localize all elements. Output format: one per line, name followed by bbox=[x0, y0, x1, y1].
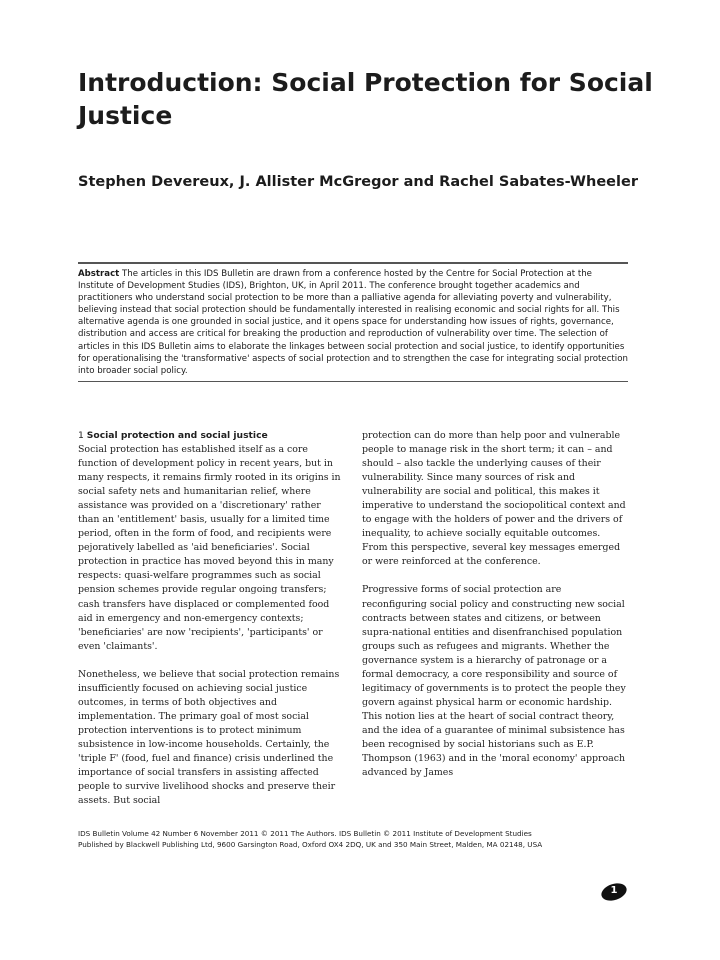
body-paragraph: protection can do more than help poor and vulnerable people to manage risk in the short term; it can – and should – also tackle the underlying causes of their vulnerability. Since many sources of risk and vulnerability are social and political, this makes it imperative to understand the sociopolitical context and to engage with the holders of power and the drivers of inequality, to achieve socially equitable outcomes. From this perspective, several key messages emerged or were reinforced at the conference. bbox=[362, 430, 626, 568]
page-number-badge bbox=[600, 882, 628, 902]
abstract-label: Abstract bbox=[78, 269, 120, 279]
body-paragraph: Progressive forms of social protection are reconfiguring social policy and constructing new social contracts between states and citizens, or between supra-national entities and disenfranchised population groups such as refugees and migrants. Whether the governance system is a hierarchy of patronage or a formal democracy, a core responsibility and source of legitimacy of governments is to protect the people they govern against physical harm or economic hardship. This notion lies at the heart of social contract theory, and the idea of a guarantee of minimal subsistence has been recognised by social historians such as E.P. Thompson (1963) and in the 'moral economy' approach advanced by James bbox=[362, 584, 626, 779]
journal-footer bbox=[78, 828, 638, 850]
section-heading-text: Social protection and social justice bbox=[86, 430, 268, 441]
footer-citation: IDS Bulletin Volume 42 Number 6 November 2011 © 2011 The Authors. IDS Bulletin © 2011 Institute of Development Studies bbox=[78, 829, 532, 838]
abstract-box bbox=[78, 262, 628, 382]
page-number: 1 bbox=[610, 885, 618, 896]
abstract-text: The articles in this IDS Bulletin are drawn from a conference hosted by the Centre for Social Protection at the Institute of Development Studies (IDS), Brighton, UK, in April 2011. The conference brought together academics and practitioners who understand social protection to be more than a palliative agenda for alleviating poverty and vulnerability, believing instead that social protection should be fundamentally interested in realising economic and social rights for all. This alternative agenda is one grounded in social justice, and it opens space for understanding how issues of rights, governance, distribution and access are critical for breaking the production and reproduction of vulnerability over time. The selection of articles in this IDS Bulletin aims to elaborate the linkages between social protection and social justice, to identify opportunities for operationalising the 'transformative' aspects of social protection and to strengthen the case for integrating social protection into broader social policy. bbox=[78, 269, 628, 376]
body-paragraph: Nonetheless, we believe that social protection remains insufficiently focused on achieving social justice outcomes, in terms of both objectives and implementation. The primary goal of most social protection interventions is to protect minimum subsistence in low-income households. Certainly, the 'triple F' (food, fuel and finance) crisis underlined the importance of social transfers in assisting affected people to survive livelihood shocks and preserve their assets. But social bbox=[78, 668, 340, 807]
section-number: 1 bbox=[78, 430, 84, 441]
body-column-left bbox=[78, 429, 344, 822]
abstract bbox=[78, 268, 628, 377]
footer-publisher: Published by Blackwell Publishing Ltd, 9600 Garsington Road, Oxford OX4 2DQ, UK and 350 Main Street, Malden, MA 02148, USA bbox=[78, 840, 543, 849]
body-paragraph: Social protection has established itself as a core function of development policy in recent years, but in many respects, it remains firmly rooted in its origins in social safety nets and humanitarian relief, where assistance was provided on a 'discretionary' rather than an 'entitlement' basis, usually for a limited time period, often in the form of food, and recipients were pejoratively labelled as 'aid beneficiaries'. Social protection in practice has moved beyond this in many respects: quasi-welfare programmes such as social pension schemes provide regular ongoing transfers; cash transfers have displaced or complemented food aid in emergency and non-emergency contexts; 'beneficiaries' are now 'recipients', 'participants' or even 'claimants'. bbox=[78, 444, 341, 652]
section-heading bbox=[78, 429, 344, 443]
body-column-right bbox=[362, 429, 628, 794]
article-authors: Stephen Devereux, J. Allister McGregor and Rachel Sabates-Wheeler bbox=[78, 174, 638, 190]
article-title: Introduction: Social Protection for Social Justice bbox=[78, 68, 653, 130]
